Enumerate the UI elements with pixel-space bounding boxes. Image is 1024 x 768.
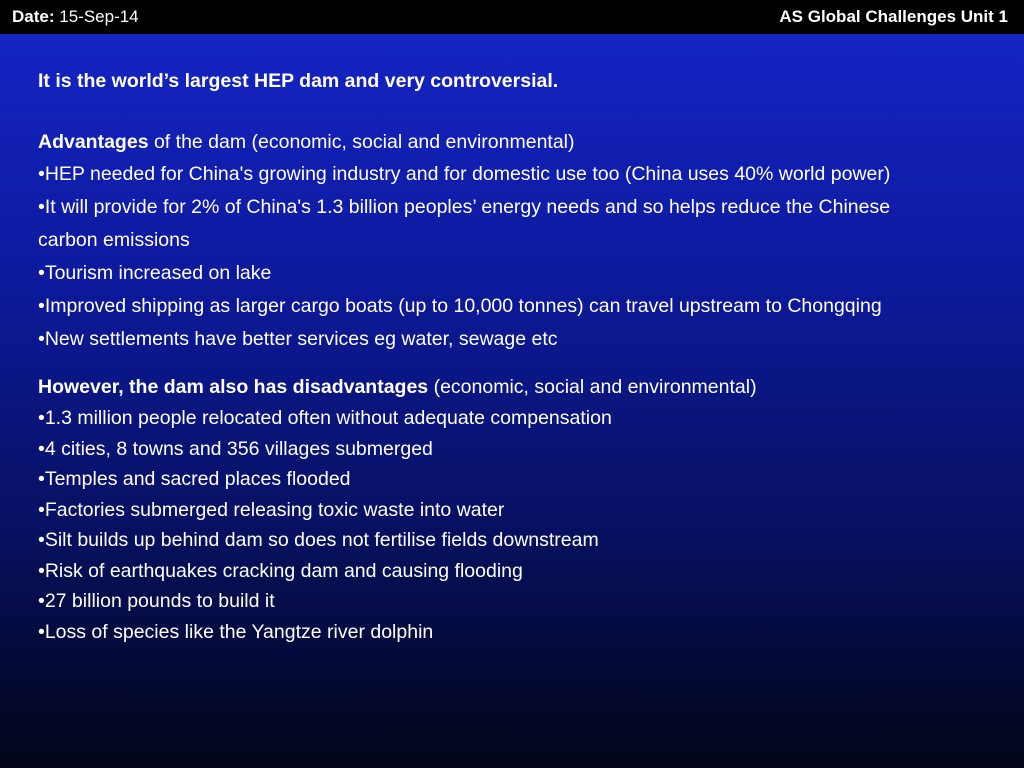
header-bar xyxy=(0,0,1024,34)
list-item: •Loss of species like the Yangtze river dolphin xyxy=(38,620,434,643)
date-display xyxy=(12,7,139,27)
date-label: Date: xyxy=(12,7,55,26)
advantages-heading-rest: of the dam (economic, social and environmental) xyxy=(148,131,575,153)
disadvantages-heading-rest: (economic, social and environmental) xyxy=(428,376,757,398)
list-item: •New settlements have better services eg water, sewage etc xyxy=(38,328,558,350)
advantages-section xyxy=(38,127,948,356)
intro-statement: It is the world’s largest HEP dam and very controversial. xyxy=(38,70,559,92)
list-item: •HEP needed for China's growing industry and for domestic use too (China uses 40% world power) xyxy=(38,163,891,185)
advantages-heading-bold: Advantages xyxy=(38,131,149,153)
disadvantages-heading xyxy=(38,372,948,403)
disadvantages-heading-bold: However, the dam also has disadvantages xyxy=(38,376,429,398)
list-item: •Risk of earthquakes cracking dam and causing flooding xyxy=(38,559,523,582)
list-item: •Improved shipping as larger cargo boats (up to 10,000 tonnes) can travel upstream to Chongqing xyxy=(38,295,882,317)
slide-content xyxy=(38,66,948,647)
list-item: •It will provide for 2% of China's 1.3 billion peoples’ energy needs and so helps reduce the Chinese carbon emissions xyxy=(38,196,891,251)
list-item: •Silt builds up behind dam so does not fertilise fields downstream xyxy=(38,529,599,551)
disadvantages-section xyxy=(38,372,948,647)
date-value: 15-Sep-14 xyxy=(59,7,139,26)
advantages-heading xyxy=(38,127,948,158)
list-item: •1.3 million people relocated often without adequate compensation xyxy=(38,407,612,429)
course-title: AS Global Challenges Unit 1 xyxy=(779,7,1008,26)
list-item: •Tourism increased on lake xyxy=(38,262,272,284)
list-item: •Factories submerged releasing toxic waste into water xyxy=(38,498,505,521)
advantages-list xyxy=(38,158,948,356)
list-item: •Temples and sacred places flooded xyxy=(38,468,351,490)
list-item: •4 cities, 8 towns and 356 villages submerged xyxy=(38,437,433,460)
list-item: •27 billion pounds to build it xyxy=(38,590,275,612)
disadvantages-list xyxy=(38,403,948,647)
